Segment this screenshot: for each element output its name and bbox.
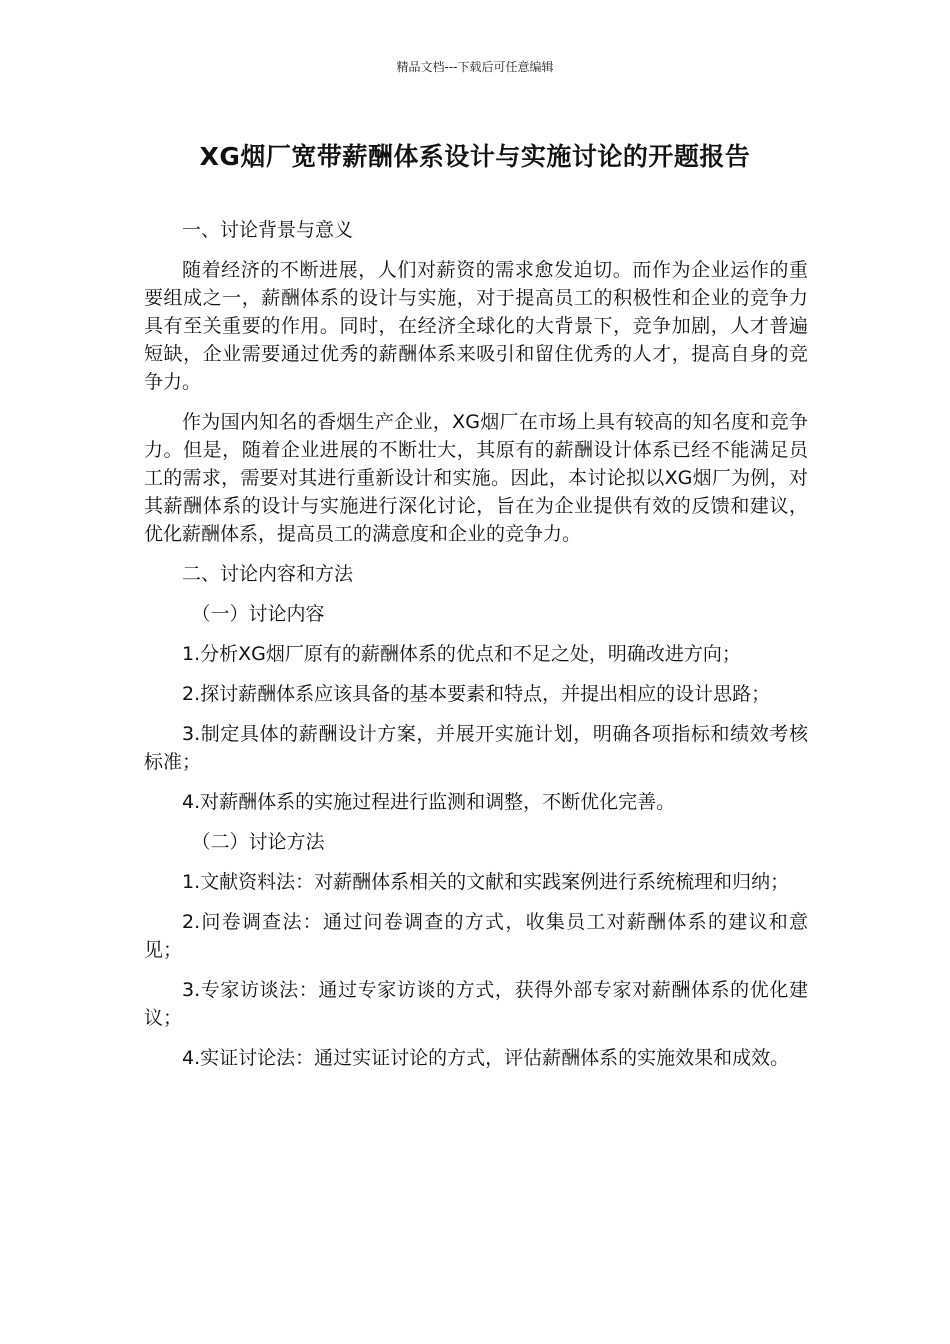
document-title: XG烟厂宽带薪酬体系设计与实施讨论的开题报告 [199, 142, 751, 171]
subsection-heading: （一）讨论内容 [191, 603, 325, 625]
paragraph: 随着经济的不断进展，人们对薪资的需求愈发迫切。而作为企业运作的重要组成之一，薪酬体系的设计与实施，对于提高员工的积极性和企业的竞争力具有至关重要的作用。同时，在经济全球化的大背景下，竞争加剧，人才普遍短缺，企业需要通过优秀的薪酬体系来吸引和留住优秀的人才，提高自身的竞争力。 [144, 259, 808, 393]
header-note: 精品文档---下载后可任意编辑 [396, 60, 554, 74]
list-item: 1.分析XG烟厂原有的薪酬体系的优点和不足之处，明确改进方向； [182, 643, 741, 665]
list-item: 1.文献资料法：对薪酬体系相关的文献和实践案例进行系统梳理和归纳； [182, 871, 790, 893]
list-item: 4.对薪酬体系的实施过程进行监测和调整，不断优化完善。 [182, 791, 676, 813]
section-heading: 二、讨论内容和方法 [182, 563, 354, 585]
section-heading: 一、讨论背景与意义 [182, 219, 354, 241]
document-body [144, 216, 808, 1084]
paragraph: 作为国内知名的香烟生产企业，XG烟厂在市场上具有较高的知名度和竞争力。但是，随着企业进展的不断壮大，其原有的薪酬设计体系已经不能满足员工的需求，需要对其进行重新设计和实施。因此，本讨论拟以XG烟厂为例，对其薪酬体系的设计与实施进行深化讨论，旨在为企业提供有效的反馈和建议，优化薪酬体系，提高员工的满意度和企业的竞争力。 [144, 411, 808, 545]
list-item: 3.专家访谈法：通过专家访谈的方式，获得外部专家对薪酬体系的优化建议； [144, 979, 808, 1029]
list-item: 3.制定具体的薪酬设计方案，并展开实施计划，明确各项指标和绩效考核标准； [144, 723, 808, 773]
subsection-heading: （二）讨论方法 [191, 831, 325, 853]
list-item: 2.问卷调查法：通过问卷调查的方式，收集员工对薪酬体系的建议和意见； [144, 911, 808, 961]
list-item: 2.探讨薪酬体系应该具备的基本要素和特点，并提出相应的设计思路； [182, 683, 771, 705]
list-item: 4.实证讨论法：通过实证讨论的方式，评估薪酬体系的实施效果和成效。 [182, 1047, 790, 1069]
